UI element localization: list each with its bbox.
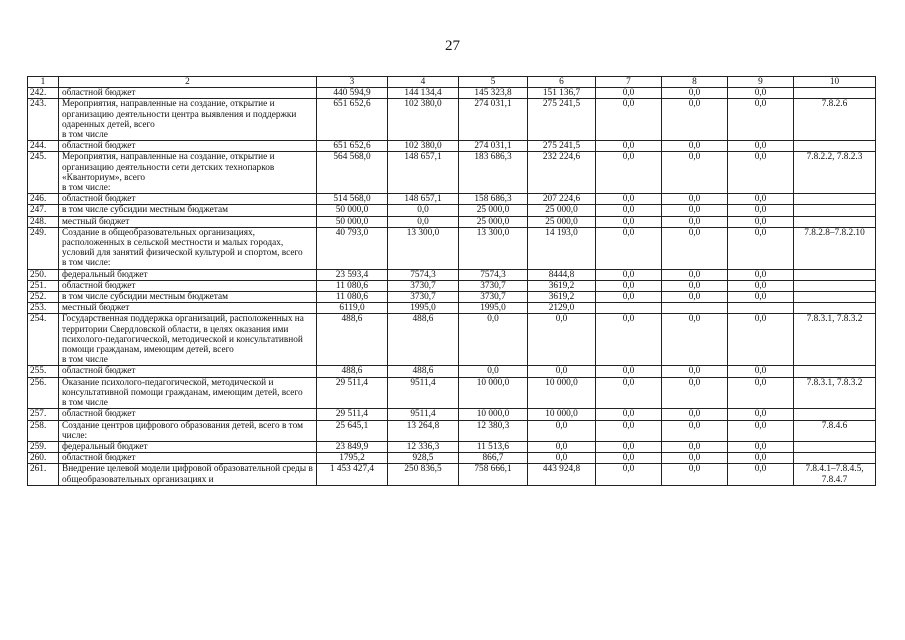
year-2023-value: 0,0 [662,205,728,216]
year-2021-value: 0,0 [528,441,596,452]
column-header: 5 [459,77,528,88]
total-value: 23 849,9 [317,441,388,452]
row-description: федеральный бюджет [59,441,317,452]
year-2021-value: 275 241,5 [528,141,596,152]
year-2024-value: 0,0 [728,292,794,303]
row-description: в том числе субсидии местным бюджетам [59,205,317,216]
column-header: 8 [662,77,728,88]
year-2023-value: 0,0 [662,453,728,464]
year-2021-value: 232 224,6 [528,152,596,194]
table-row [28,314,876,366]
table-row [28,464,876,485]
year-2022-value: 0,0 [596,216,662,227]
year-2022-value: 0,0 [596,464,662,485]
row-number: 243. [28,99,59,141]
total-value: 651 652,6 [317,99,388,141]
target-indicator-ref [794,88,876,99]
row-number: 256. [28,377,59,409]
table-row [28,194,876,205]
year-2021-value: 207 224,6 [528,194,596,205]
target-indicator-ref [794,441,876,452]
total-value: 50 000,0 [317,205,388,216]
year-2021-value: 14 193,0 [528,227,596,269]
year-2024-value: 0,0 [728,99,794,141]
year-2022-value: 0,0 [596,194,662,205]
year-2020-value: 10 000,0 [459,377,528,409]
year-2022-value: 0,0 [596,314,662,366]
year-2022-value: 0,0 [596,141,662,152]
column-header: 1 [28,77,59,88]
year-2020-value: 183 686,3 [459,152,528,194]
year-2024-value: 0,0 [728,205,794,216]
row-number: 248. [28,216,59,227]
year-2022-value: 0,0 [596,292,662,303]
table-row [28,205,876,216]
year-2021-value: 25 000,0 [528,216,596,227]
year-2019-value: 250 836,5 [388,464,459,485]
year-2023-value: 0,0 [662,409,728,420]
row-number: 259. [28,441,59,452]
year-2021-value: 3619,2 [528,292,596,303]
year-2020-value: 25 000,0 [459,205,528,216]
row-number: 246. [28,194,59,205]
year-2022-value [596,303,662,314]
column-header: 6 [528,77,596,88]
total-value: 11 080,6 [317,292,388,303]
target-indicator-ref [794,409,876,420]
row-number: 252. [28,292,59,303]
total-value: 651 652,6 [317,141,388,152]
year-2021-value: 10 000,0 [528,377,596,409]
row-number: 250. [28,269,59,280]
column-header: 4 [388,77,459,88]
target-indicator-ref: 7.8.4.1–7.8.4.5, 7.8.4.7 [794,464,876,485]
year-2019-value: 488,6 [388,314,459,366]
year-2021-value: 10 000,0 [528,409,596,420]
year-2021-value: 0,0 [528,366,596,377]
year-2021-value: 0,0 [528,314,596,366]
header-row [28,77,876,88]
table-row [28,152,876,194]
year-2023-value: 0,0 [662,88,728,99]
table-row [28,269,876,280]
row-description: Создание центров цифрового образования детей, всего в том числе: [59,420,317,441]
total-value: 1795,2 [317,453,388,464]
row-description: федеральный бюджет [59,269,317,280]
year-2023-value: 0,0 [662,141,728,152]
year-2024-value: 0,0 [728,464,794,485]
year-2019-value: 0,0 [388,216,459,227]
year-2023-value: 0,0 [662,314,728,366]
year-2020-value: 11 513,6 [459,441,528,452]
year-2022-value: 0,0 [596,420,662,441]
total-value: 29 511,4 [317,409,388,420]
year-2022-value: 0,0 [596,269,662,280]
target-indicator-ref [794,194,876,205]
year-2024-value: 0,0 [728,152,794,194]
year-2020-value: 1995,0 [459,303,528,314]
table-row [28,292,876,303]
table-row [28,216,876,227]
year-2019-value: 13 264,8 [388,420,459,441]
year-2022-value: 0,0 [596,409,662,420]
year-2023-value: 0,0 [662,152,728,194]
page-number: 27 [445,38,460,54]
year-2024-value: 0,0 [728,141,794,152]
row-description: областной бюджет [59,141,317,152]
year-2023-value: 0,0 [662,280,728,291]
year-2019-value: 102 380,0 [388,141,459,152]
year-2019-value: 0,0 [388,205,459,216]
total-value: 514 568,0 [317,194,388,205]
target-indicator-ref: 7.8.3.1, 7.8.3.2 [794,314,876,366]
total-value: 29 511,4 [317,377,388,409]
year-2024-value: 0,0 [728,88,794,99]
year-2020-value: 866,7 [459,453,528,464]
year-2019-value: 3730,7 [388,292,459,303]
year-2020-value: 145 323,8 [459,88,528,99]
year-2022-value: 0,0 [596,99,662,141]
table-row [28,280,876,291]
year-2024-value: 0,0 [728,280,794,291]
year-2019-value: 9511,4 [388,377,459,409]
row-description: Государственная поддержка организаций, расположенных на территории Свердловской области, в целях оказания ими психолого-педагогической, методической и консультативной помощи гражданам, имеющим детей, всего в том числе [59,314,317,366]
year-2019-value: 13 300,0 [388,227,459,269]
table-row [28,453,876,464]
year-2024-value: 0,0 [728,269,794,280]
year-2023-value: 0,0 [662,227,728,269]
target-indicator-ref [794,292,876,303]
year-2019-value: 1995,0 [388,303,459,314]
year-2020-value: 7574,3 [459,269,528,280]
row-description: Мероприятия, направленные на создание, открытие и организацию деятельности сети детских технопарков «Кванториум», всего в том числе: [59,152,317,194]
year-2020-value: 25 000,0 [459,216,528,227]
year-2020-value: 274 031,1 [459,99,528,141]
year-2021-value: 0,0 [528,453,596,464]
total-value: 1 453 427,4 [317,464,388,485]
row-number: 254. [28,314,59,366]
table-row [28,227,876,269]
year-2023-value: 0,0 [662,269,728,280]
total-value: 50 000,0 [317,216,388,227]
year-2023-value: 0,0 [662,420,728,441]
total-value: 25 645,1 [317,420,388,441]
year-2022-value: 0,0 [596,227,662,269]
target-indicator-ref: 7.8.2.2, 7.8.2.3 [794,152,876,194]
total-value: 11 080,6 [317,280,388,291]
row-number: 258. [28,420,59,441]
year-2020-value: 758 666,1 [459,464,528,485]
year-2021-value: 443 924,8 [528,464,596,485]
row-number: 242. [28,88,59,99]
row-description: Внедрение целевой модели цифровой образовательной среды в общеобразовательных организациях и [59,464,317,485]
row-number: 245. [28,152,59,194]
year-2022-value: 0,0 [596,88,662,99]
table-row [28,99,876,141]
year-2024-value: 0,0 [728,420,794,441]
year-2022-value: 0,0 [596,366,662,377]
total-value: 564 568,0 [317,152,388,194]
row-number: 249. [28,227,59,269]
year-2023-value: 0,0 [662,366,728,377]
row-number: 257. [28,409,59,420]
year-2022-value: 0,0 [596,377,662,409]
total-value: 6119,0 [317,303,388,314]
target-indicator-ref [794,280,876,291]
target-indicator-ref: 7.8.2.6 [794,99,876,141]
year-2019-value: 3730,7 [388,280,459,291]
year-2024-value: 0,0 [728,227,794,269]
year-2021-value: 2129,0 [528,303,596,314]
year-2023-value [662,303,728,314]
table-row [28,441,876,452]
year-2019-value: 928,5 [388,453,459,464]
target-indicator-ref [794,453,876,464]
year-2023-value: 0,0 [662,99,728,141]
column-header: 9 [728,77,794,88]
year-2020-value: 13 300,0 [459,227,528,269]
total-value: 440 594,9 [317,88,388,99]
total-value: 488,6 [317,366,388,377]
row-description: местный бюджет [59,216,317,227]
row-number: 247. [28,205,59,216]
year-2024-value: 0,0 [728,314,794,366]
year-2019-value: 144 134,4 [388,88,459,99]
row-description: в том числе субсидии местным бюджетам [59,292,317,303]
table-body [28,88,876,486]
year-2023-value: 0,0 [662,194,728,205]
year-2021-value: 275 241,5 [528,99,596,141]
row-number: 251. [28,280,59,291]
year-2022-value: 0,0 [596,152,662,194]
table-row [28,303,876,314]
year-2024-value: 0,0 [728,194,794,205]
table-row [28,409,876,420]
row-description: Мероприятия, направленные на создание, открытие и организацию деятельности центра выявления и поддержки одаренных детей, всего в том числе [59,99,317,141]
row-description: областной бюджет [59,194,317,205]
budget-table [27,76,876,486]
year-2022-value: 0,0 [596,205,662,216]
year-2020-value: 158 686,3 [459,194,528,205]
total-value: 23 593,4 [317,269,388,280]
row-description: областной бюджет [59,88,317,99]
row-description: Оказание психолого-педагогической, методической и консультативной помощи гражданам, имеющим детей, всего в том числе [59,377,317,409]
year-2019-value: 148 657,1 [388,194,459,205]
year-2022-value: 0,0 [596,453,662,464]
target-indicator-ref: 7.8.4.6 [794,420,876,441]
year-2019-value: 9511,4 [388,409,459,420]
row-number: 255. [28,366,59,377]
row-description: областной бюджет [59,453,317,464]
year-2020-value: 0,0 [459,314,528,366]
year-2023-value: 0,0 [662,464,728,485]
row-number: 260. [28,453,59,464]
year-2024-value: 0,0 [728,377,794,409]
row-description: Создание в общеобразовательных организациях, расположенных в сельской местности и малых городах, условий для занятий физической культурой и спортом, всего в том числе: [59,227,317,269]
table-row [28,420,876,441]
total-value: 40 793,0 [317,227,388,269]
year-2020-value: 0,0 [459,366,528,377]
row-number: 253. [28,303,59,314]
year-2022-value: 0,0 [596,280,662,291]
year-2021-value: 3619,2 [528,280,596,291]
row-number: 244. [28,141,59,152]
table-row [28,377,876,409]
column-header: 3 [317,77,388,88]
row-description: областной бюджет [59,409,317,420]
target-indicator-ref [794,303,876,314]
year-2019-value: 148 657,1 [388,152,459,194]
year-2023-value: 0,0 [662,292,728,303]
year-2020-value: 3730,7 [459,292,528,303]
row-number: 261. [28,464,59,485]
year-2023-value: 0,0 [662,441,728,452]
row-description: областной бюджет [59,280,317,291]
column-header: 10 [794,77,876,88]
target-indicator-ref [794,366,876,377]
target-indicator-ref [794,205,876,216]
target-indicator-ref [794,141,876,152]
year-2023-value: 0,0 [662,216,728,227]
year-2022-value: 0,0 [596,441,662,452]
year-2024-value: 0,0 [728,409,794,420]
year-2024-value: 0,0 [728,441,794,452]
year-2021-value: 0,0 [528,420,596,441]
target-indicator-ref: 7.8.3.1, 7.8.3.2 [794,377,876,409]
year-2024-value: 0,0 [728,366,794,377]
year-2020-value: 3730,7 [459,280,528,291]
year-2021-value: 25 000,0 [528,205,596,216]
target-indicator-ref: 7.8.2.8–7.8.2.10 [794,227,876,269]
year-2024-value: 0,0 [728,453,794,464]
year-2021-value: 151 136,7 [528,88,596,99]
year-2023-value: 0,0 [662,377,728,409]
year-2024-value [728,303,794,314]
target-indicator-ref [794,269,876,280]
row-description: местный бюджет [59,303,317,314]
year-2020-value: 274 031,1 [459,141,528,152]
year-2019-value: 7574,3 [388,269,459,280]
table-row [28,88,876,99]
year-2019-value: 12 336,3 [388,441,459,452]
year-2024-value: 0,0 [728,216,794,227]
year-2021-value: 8444,8 [528,269,596,280]
total-value: 488,6 [317,314,388,366]
year-2019-value: 102 380,0 [388,99,459,141]
column-header: 7 [596,77,662,88]
row-description: областной бюджет [59,366,317,377]
table-row [28,366,876,377]
year-2019-value: 488,6 [388,366,459,377]
year-2020-value: 10 000,0 [459,409,528,420]
year-2020-value: 12 380,3 [459,420,528,441]
target-indicator-ref [794,216,876,227]
column-header: 2 [59,77,317,88]
table-row [28,141,876,152]
